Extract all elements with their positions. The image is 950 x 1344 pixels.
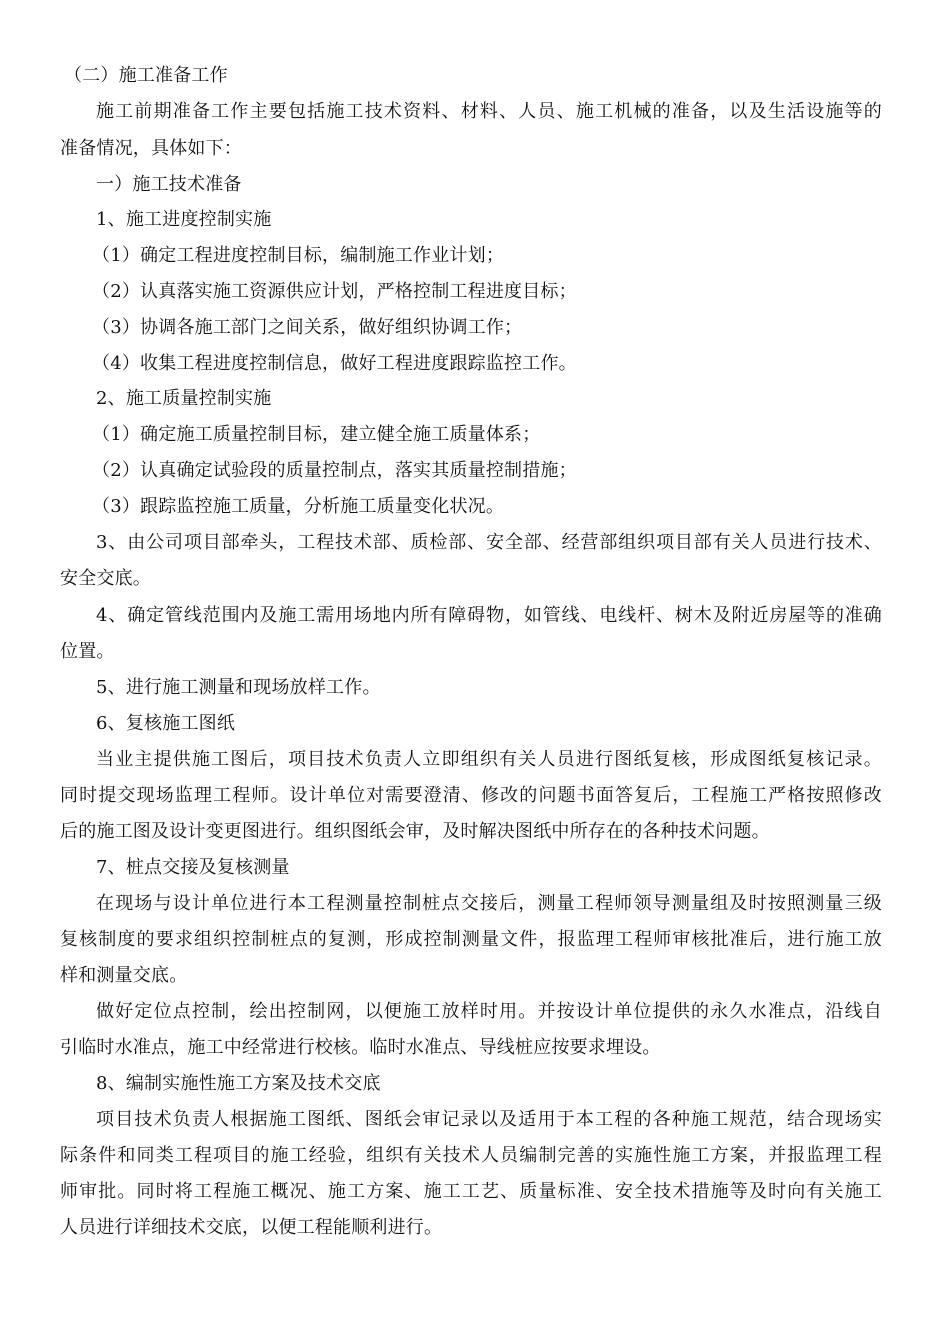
section-heading: （二）施工准备工作 bbox=[64, 65, 228, 86]
item-heading: 5、进行施工测量和现场放样工作。 bbox=[96, 677, 381, 698]
list-item: （2）认真落实施工资源供应计划，严格控制工程进度目标； bbox=[92, 281, 577, 302]
item-heading: 1、施工进度控制实施 bbox=[96, 209, 272, 230]
subsection-heading: 一）施工技术准备 bbox=[96, 174, 242, 195]
paragraph-line: 安全交底。 bbox=[60, 568, 151, 589]
item-heading: 7、桩点交接及复核测量 bbox=[96, 857, 290, 878]
paragraph-line: 在现场与设计单位进行本工程测量控制桩点交接后，测量工程师领导测量组及时按照测量三级 bbox=[96, 893, 882, 914]
item-heading: 2、施工质量控制实施 bbox=[96, 388, 272, 409]
list-item: （3）跟踪监控施工质量，分析施工质量变化状况。 bbox=[92, 496, 505, 517]
list-item: （1）确定工程进度控制目标，编制施工作业计划； bbox=[92, 245, 505, 266]
paragraph-line: 人员进行详细技术交底，以便工程能顺利进行。 bbox=[60, 1217, 443, 1238]
list-item: （4）收集工程进度控制信息，做好工程进度跟踪监控工作。 bbox=[92, 353, 577, 374]
paragraph-line: 同时提交现场监理工程师。设计单位对需要澄清、修改的问题书面答复后，工程施工严格按照修改 bbox=[60, 785, 882, 806]
list-item: （2）认真确定试验段的质量控制点，落实其质量控制措施； bbox=[92, 460, 577, 481]
paragraph-line: 项目技术负责人根据施工图纸、图纸会审记录以及适用于本工程的各种施工规范，结合现场实 bbox=[96, 1109, 882, 1130]
paragraph-line: 引临时水准点，施工中经常进行校核。临时水准点、导线桩应按要求埋设。 bbox=[60, 1037, 661, 1058]
paragraph-line: 复核制度的要求组织控制桩点的复测，形成控制测量文件，报监理工程师审核批准后，进行施工放 bbox=[60, 929, 882, 950]
paragraph-line: 施工前期准备工作主要包括施工技术资料、材料、人员、施工机械的准备，以及生活设施等的 bbox=[96, 101, 882, 122]
paragraph-line: 样和测量交底。 bbox=[60, 965, 188, 986]
item-heading: 8、编制实施性施工方案及技术交底 bbox=[96, 1073, 381, 1094]
paragraph-line: 师审批。同时将工程施工概况、施工方案、施工工艺、质量标准、安全技术措施等及时向有关施工 bbox=[60, 1181, 882, 1202]
paragraph-line: 位置。 bbox=[60, 641, 115, 662]
paragraph-line: 3、由公司项目部牵头，工程技术部、质检部、安全部、经营部组织项目部有关人员进行技术、 bbox=[96, 532, 882, 553]
paragraph-line: 后的施工图及设计变更图进行。组织图纸会审，及时解决图纸中所存在的各种技术问题。 bbox=[60, 821, 770, 842]
paragraph-line: 当业主提供施工图后，项目技术负责人立即组织有关人员进行图纸复核，形成图纸复核记录。 bbox=[96, 749, 882, 770]
paragraph-line: 际条件和同类工程项目的施工经验，组织有关技术人员编制完善的实施性施工方案，并报监理工程 bbox=[60, 1145, 882, 1166]
list-item: （1）确定施工质量控制目标，建立健全施工质量体系； bbox=[92, 424, 541, 445]
list-item: （3）协调各施工部门之间关系，做好组织协调工作； bbox=[92, 317, 523, 338]
paragraph-line: 做好定位点控制，绘出控制网，以便施工放样时用。并按设计单位提供的永久水准点，沿线自 bbox=[96, 1001, 882, 1022]
paragraph-line: 4、确定管线范围内及施工需用场地内所有障碍物，如管线、电线杆、树木及附近房屋等的准确 bbox=[96, 605, 882, 626]
paragraph-line: 准备情况，具体如下： bbox=[60, 138, 242, 159]
item-heading: 6、复核施工图纸 bbox=[96, 713, 236, 734]
